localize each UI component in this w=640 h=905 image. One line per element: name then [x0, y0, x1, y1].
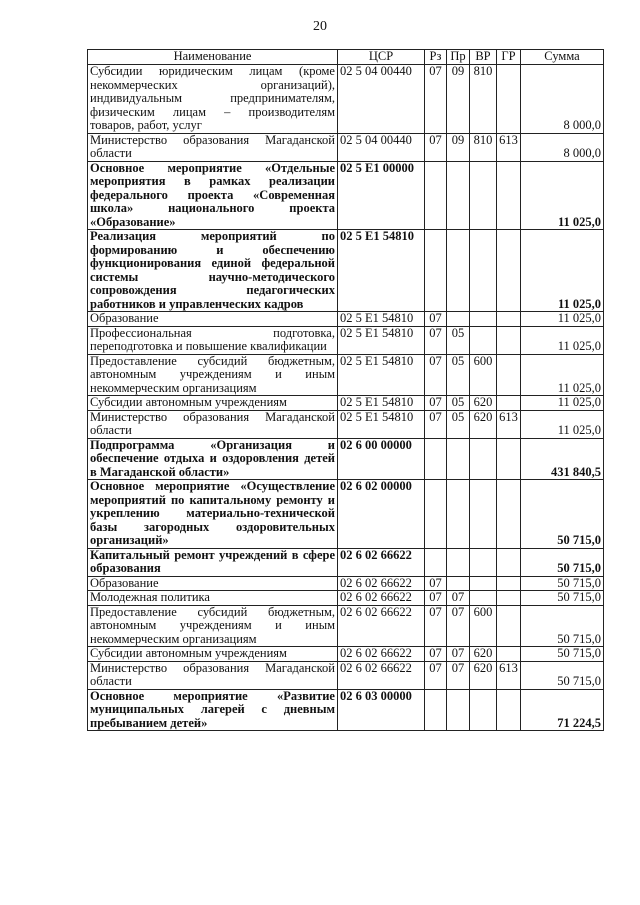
cell-sum: 50 715,0 [521, 576, 604, 591]
cell-pr: 05 [447, 326, 470, 354]
cell-pr: 05 [447, 354, 470, 396]
cell-csr: 02 5 E1 54810 [338, 396, 425, 411]
budget-table [87, 49, 604, 731]
cell-vr: 620 [470, 647, 497, 662]
cell-vr [470, 161, 497, 230]
cell-vr: 620 [470, 661, 497, 689]
cell-name: Профессиональная подготовка, переподготовка и повышение квалификации [88, 326, 338, 354]
cell-csr: 02 5 E1 54810 [338, 410, 425, 438]
cell-sum: 11 025,0 [521, 354, 604, 396]
cell-rz [425, 689, 447, 731]
cell-csr: 02 6 02 00000 [338, 480, 425, 549]
cell-pr [447, 548, 470, 576]
cell-vr: 620 [470, 396, 497, 411]
cell-rz: 07 [425, 605, 447, 647]
cell-sum: 71 224,5 [521, 689, 604, 731]
table-row [88, 312, 604, 327]
cell-gr: 613 [497, 410, 521, 438]
header-vr: ВР [470, 50, 497, 65]
cell-sum: 431 840,5 [521, 438, 604, 480]
cell-rz [425, 230, 447, 312]
cell-gr [497, 480, 521, 549]
cell-name: Министерство образования Магаданской области [88, 133, 338, 161]
cell-sum: 11 025,0 [521, 230, 604, 312]
cell-gr [497, 605, 521, 647]
cell-csr: 02 6 03 00000 [338, 689, 425, 731]
cell-csr: 02 6 02 66622 [338, 647, 425, 662]
cell-rz: 07 [425, 647, 447, 662]
cell-rz: 07 [425, 312, 447, 327]
cell-sum: 50 715,0 [521, 591, 604, 606]
table-row [88, 605, 604, 647]
cell-sum: 50 715,0 [521, 548, 604, 576]
table-row [88, 591, 604, 606]
table-row [88, 576, 604, 591]
cell-name: Основное мероприятие «Отдельные мероприятия в рамках реализации федерального проекта «Современная школа» национального проекта «Образование» [88, 161, 338, 230]
cell-name: Основное мероприятие «Осуществление мероприятий по капитальному ремонту и укреплению материально-технической базы загородных оздоровительных организаций» [88, 480, 338, 549]
cell-sum: 11 025,0 [521, 396, 604, 411]
cell-sum: 11 025,0 [521, 161, 604, 230]
cell-csr: 02 5 E1 54810 [338, 326, 425, 354]
cell-vr [470, 326, 497, 354]
cell-csr: 02 5 E1 54810 [338, 354, 425, 396]
cell-csr: 02 5 04 00440 [338, 65, 425, 134]
header-csr: ЦСР [338, 50, 425, 65]
cell-name: Министерство образования Магаданской области [88, 661, 338, 689]
cell-csr: 02 6 02 66622 [338, 605, 425, 647]
cell-vr [470, 312, 497, 327]
cell-name: Реализация мероприятий по формированию и обеспечению функционирования единой федеральной системы научно-методического сопровождения педагогических работников и управленческих кадров [88, 230, 338, 312]
cell-pr: 09 [447, 65, 470, 134]
cell-gr [497, 591, 521, 606]
cell-rz [425, 548, 447, 576]
cell-vr [470, 548, 497, 576]
table-row [88, 65, 604, 134]
cell-gr: 613 [497, 661, 521, 689]
cell-rz [425, 161, 447, 230]
cell-gr [497, 647, 521, 662]
cell-csr: 02 6 02 66622 [338, 576, 425, 591]
cell-rz: 07 [425, 576, 447, 591]
table-row [88, 161, 604, 230]
table-row [88, 480, 604, 549]
cell-gr [497, 354, 521, 396]
cell-name: Образование [88, 576, 338, 591]
cell-csr: 02 5 E1 54810 [338, 230, 425, 312]
cell-gr [497, 548, 521, 576]
cell-pr [447, 230, 470, 312]
cell-csr: 02 5 E1 54810 [338, 312, 425, 327]
table-row [88, 133, 604, 161]
cell-gr: 613 [497, 133, 521, 161]
cell-vr [470, 480, 497, 549]
cell-vr: 600 [470, 605, 497, 647]
cell-rz: 07 [425, 591, 447, 606]
table-row [88, 689, 604, 731]
cell-gr [497, 326, 521, 354]
table-row [88, 661, 604, 689]
cell-gr [497, 65, 521, 134]
cell-name: Субсидии юридическим лицам (кроме некоммерческих организаций), индивидуальным предпринимателям, физическим лицам – производителям товаров, работ, услуг [88, 65, 338, 134]
cell-pr [447, 438, 470, 480]
cell-name: Субсидии автономным учреждениям [88, 396, 338, 411]
cell-name: Предоставление субсидий бюджетным, автономным учреждениям и иным некоммерческим организациям [88, 605, 338, 647]
header-pr: Пр [447, 50, 470, 65]
cell-rz: 07 [425, 326, 447, 354]
cell-name: Предоставление субсидий бюджетным, автономным учреждениям и иным некоммерческим организациям [88, 354, 338, 396]
cell-gr [497, 396, 521, 411]
table-row [88, 354, 604, 396]
table-header-row [88, 50, 604, 65]
cell-sum: 50 715,0 [521, 647, 604, 662]
table-row [88, 438, 604, 480]
table-row [88, 647, 604, 662]
header-name: Наименование [88, 50, 338, 65]
cell-csr: 02 6 02 66622 [338, 591, 425, 606]
cell-rz: 07 [425, 133, 447, 161]
header-gr: ГР [497, 50, 521, 65]
cell-pr: 05 [447, 396, 470, 411]
cell-vr: 810 [470, 65, 497, 134]
cell-vr [470, 576, 497, 591]
cell-gr [497, 689, 521, 731]
cell-pr [447, 480, 470, 549]
cell-pr [447, 161, 470, 230]
header-rz: Рз [425, 50, 447, 65]
cell-vr: 810 [470, 133, 497, 161]
cell-vr [470, 438, 497, 480]
cell-gr [497, 576, 521, 591]
cell-sum: 11 025,0 [521, 326, 604, 354]
cell-name: Образование [88, 312, 338, 327]
cell-csr: 02 6 02 66622 [338, 661, 425, 689]
table-row [88, 410, 604, 438]
cell-pr [447, 576, 470, 591]
cell-sum: 11 025,0 [521, 312, 604, 327]
cell-name: Министерство образования Магаданской области [88, 410, 338, 438]
cell-name: Субсидии автономным учреждениям [88, 647, 338, 662]
cell-sum: 50 715,0 [521, 661, 604, 689]
table-row [88, 548, 604, 576]
header-sum: Сумма [521, 50, 604, 65]
cell-pr: 09 [447, 133, 470, 161]
cell-pr: 07 [447, 661, 470, 689]
cell-rz: 07 [425, 661, 447, 689]
cell-pr: 07 [447, 591, 470, 606]
cell-csr: 02 5 E1 00000 [338, 161, 425, 230]
cell-sum: 50 715,0 [521, 605, 604, 647]
cell-name: Молодежная политика [88, 591, 338, 606]
cell-sum: 50 715,0 [521, 480, 604, 549]
cell-rz: 07 [425, 396, 447, 411]
cell-vr: 620 [470, 410, 497, 438]
cell-gr [497, 230, 521, 312]
cell-sum: 8 000,0 [521, 133, 604, 161]
cell-pr [447, 312, 470, 327]
cell-gr [497, 161, 521, 230]
cell-pr: 05 [447, 410, 470, 438]
table-row [88, 396, 604, 411]
cell-vr: 600 [470, 354, 497, 396]
table-row [88, 326, 604, 354]
cell-csr: 02 6 00 00000 [338, 438, 425, 480]
cell-csr: 02 5 04 00440 [338, 133, 425, 161]
cell-rz [425, 438, 447, 480]
cell-sum: 11 025,0 [521, 410, 604, 438]
cell-pr [447, 689, 470, 731]
cell-vr [470, 591, 497, 606]
cell-pr: 07 [447, 647, 470, 662]
cell-name: Основное мероприятие «Развитие муниципальных лагерей с дневным пребыванием детей» [88, 689, 338, 731]
cell-gr [497, 312, 521, 327]
cell-pr: 07 [447, 605, 470, 647]
cell-name: Капитальный ремонт учреждений в сфере образования [88, 548, 338, 576]
cell-rz: 07 [425, 410, 447, 438]
page-number: 20 [313, 19, 327, 34]
cell-rz [425, 480, 447, 549]
cell-rz: 07 [425, 65, 447, 134]
cell-vr [470, 689, 497, 731]
cell-rz: 07 [425, 354, 447, 396]
cell-gr [497, 438, 521, 480]
cell-name: Подпрограмма «Организация и обеспечение отдыха и оздоровления детей в Магаданской области» [88, 438, 338, 480]
cell-sum: 8 000,0 [521, 65, 604, 134]
cell-csr: 02 6 02 66622 [338, 548, 425, 576]
cell-vr [470, 230, 497, 312]
table-row [88, 230, 604, 312]
